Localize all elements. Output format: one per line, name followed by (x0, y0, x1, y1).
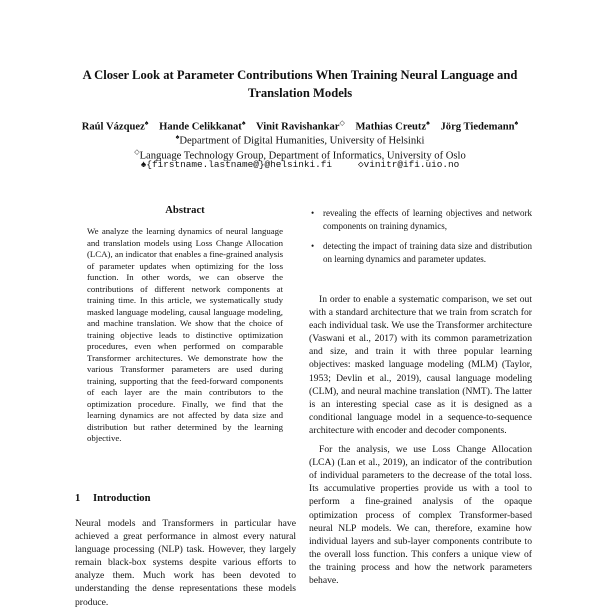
author-affil-mark: ♠ (241, 119, 246, 127)
body-paragraph: For the analysis, we use Loss Change Allocation (LCA) (Lan et al., 2019), an indicator of the contribution of individual parameters to the decrease of the total loss. Its accumulative properties provide us with a tool to perform a fine-grained analysis of the opaque optimization process of complex Transformer-based neural NLP models. We can, therefore, examine how individual layers and sub-layer components contribute to the overall loss function. This confers a unique view of the training process and how the network parameters behave. (309, 444, 532, 586)
contribution-list (306, 207, 532, 273)
email-mark: ◇ (358, 159, 364, 170)
author-name: Mathias Creutz (355, 121, 427, 133)
abstract-heading: Abstract (165, 205, 205, 216)
author-name: Vinit Ravishankar (255, 121, 340, 133)
author-name: Hande Celikkanat (159, 121, 242, 133)
right-column-body (309, 293, 532, 593)
affil-text: Language Technology Group, Department of Informatics, University of Oslo (139, 150, 466, 162)
email-helsinki: {firstname.lastname@}@helsinki.fi (146, 159, 332, 170)
paper-title: A Closer Look at Parameter Contributions When Training Neural Language and Translation Models (82, 68, 518, 100)
abstract-text: We analyze the learning dynamics of neural language and translation models using Loss Change Allocation (LCA), an indicator that enables a fine-grained analysis of parameter updates when optimizing for the loss function. In other words, we can observe the contributions of different network components at training time. In this article, we systematically study masked language modeling, causal language modeling, and machine translation. We show that the choice of training objective leads to distinctive optimization procedures, even when performed on comparable Transformer architectures. We demonstrate how the various Transformer parameters are used during training, supporting that the feed-forward components of each layer are the main contributors to the optimization procedure. Finally, we find that the learning dynamics are not affected by data size and distribution but rather determined by the learning objective. (87, 226, 283, 443)
bullet-icon: • (311, 208, 315, 218)
list-item (306, 207, 532, 232)
section-title: Introduction (93, 493, 151, 504)
author-affil-mark: ♠ (514, 119, 519, 127)
section-number: 1 (75, 493, 81, 504)
email-mark: ♠ (140, 159, 147, 170)
list-item-text: detecting the impact of training data size and distribution on learning dynamics and parameter updates. (323, 241, 532, 264)
author-name: Jörg Tiedemann (440, 121, 515, 133)
affil-mark: ♠ (175, 133, 180, 141)
affil-mark: ◇ (134, 148, 140, 156)
author-affil-mark: ♠ (144, 119, 149, 127)
affil-text: Department of Digital Humanities, University of Helsinki (179, 135, 425, 147)
author-affil-mark: ◇ (339, 119, 345, 127)
author-affil-mark: ♠ (426, 119, 430, 127)
author-name: Raúl Vázquez (81, 121, 145, 133)
body-paragraph: In order to enable a systematic comparison, we set out with a standard architecture that we train from scratch for each individual task. We use the Transformer architecture (Vaswani et al., 2017) with its common parametrization and size, and train it with three popular learning objectives: masked language modeling (MLM) (Taylor, 1953; Devlin et al., 2019), causal language modeling (CLM), and neural machine translation (NMT). The latter is an interesting special case as it is designed as a conditional language model in a sequence-to-sequence architecture with encoder and decoder components. (309, 294, 532, 436)
email-oslo: vinitr@ifi.uio.no (363, 159, 460, 170)
list-item (306, 240, 532, 265)
list-item-text: revealing the effects of learning objectives and network components on training dynamics, (323, 208, 532, 231)
introduction-text: Neural models and Transformers in particular have achieved a great performance in almost every natural language processing (NLP) task. However, they largely remain black-box systems despite various efforts to analyze them. Much work has been devoted to understanding the dense representations these models produce. (75, 518, 296, 608)
bullet-icon: • (311, 241, 315, 252)
section-heading-introduction (75, 493, 151, 504)
author-emails (40, 158, 560, 172)
